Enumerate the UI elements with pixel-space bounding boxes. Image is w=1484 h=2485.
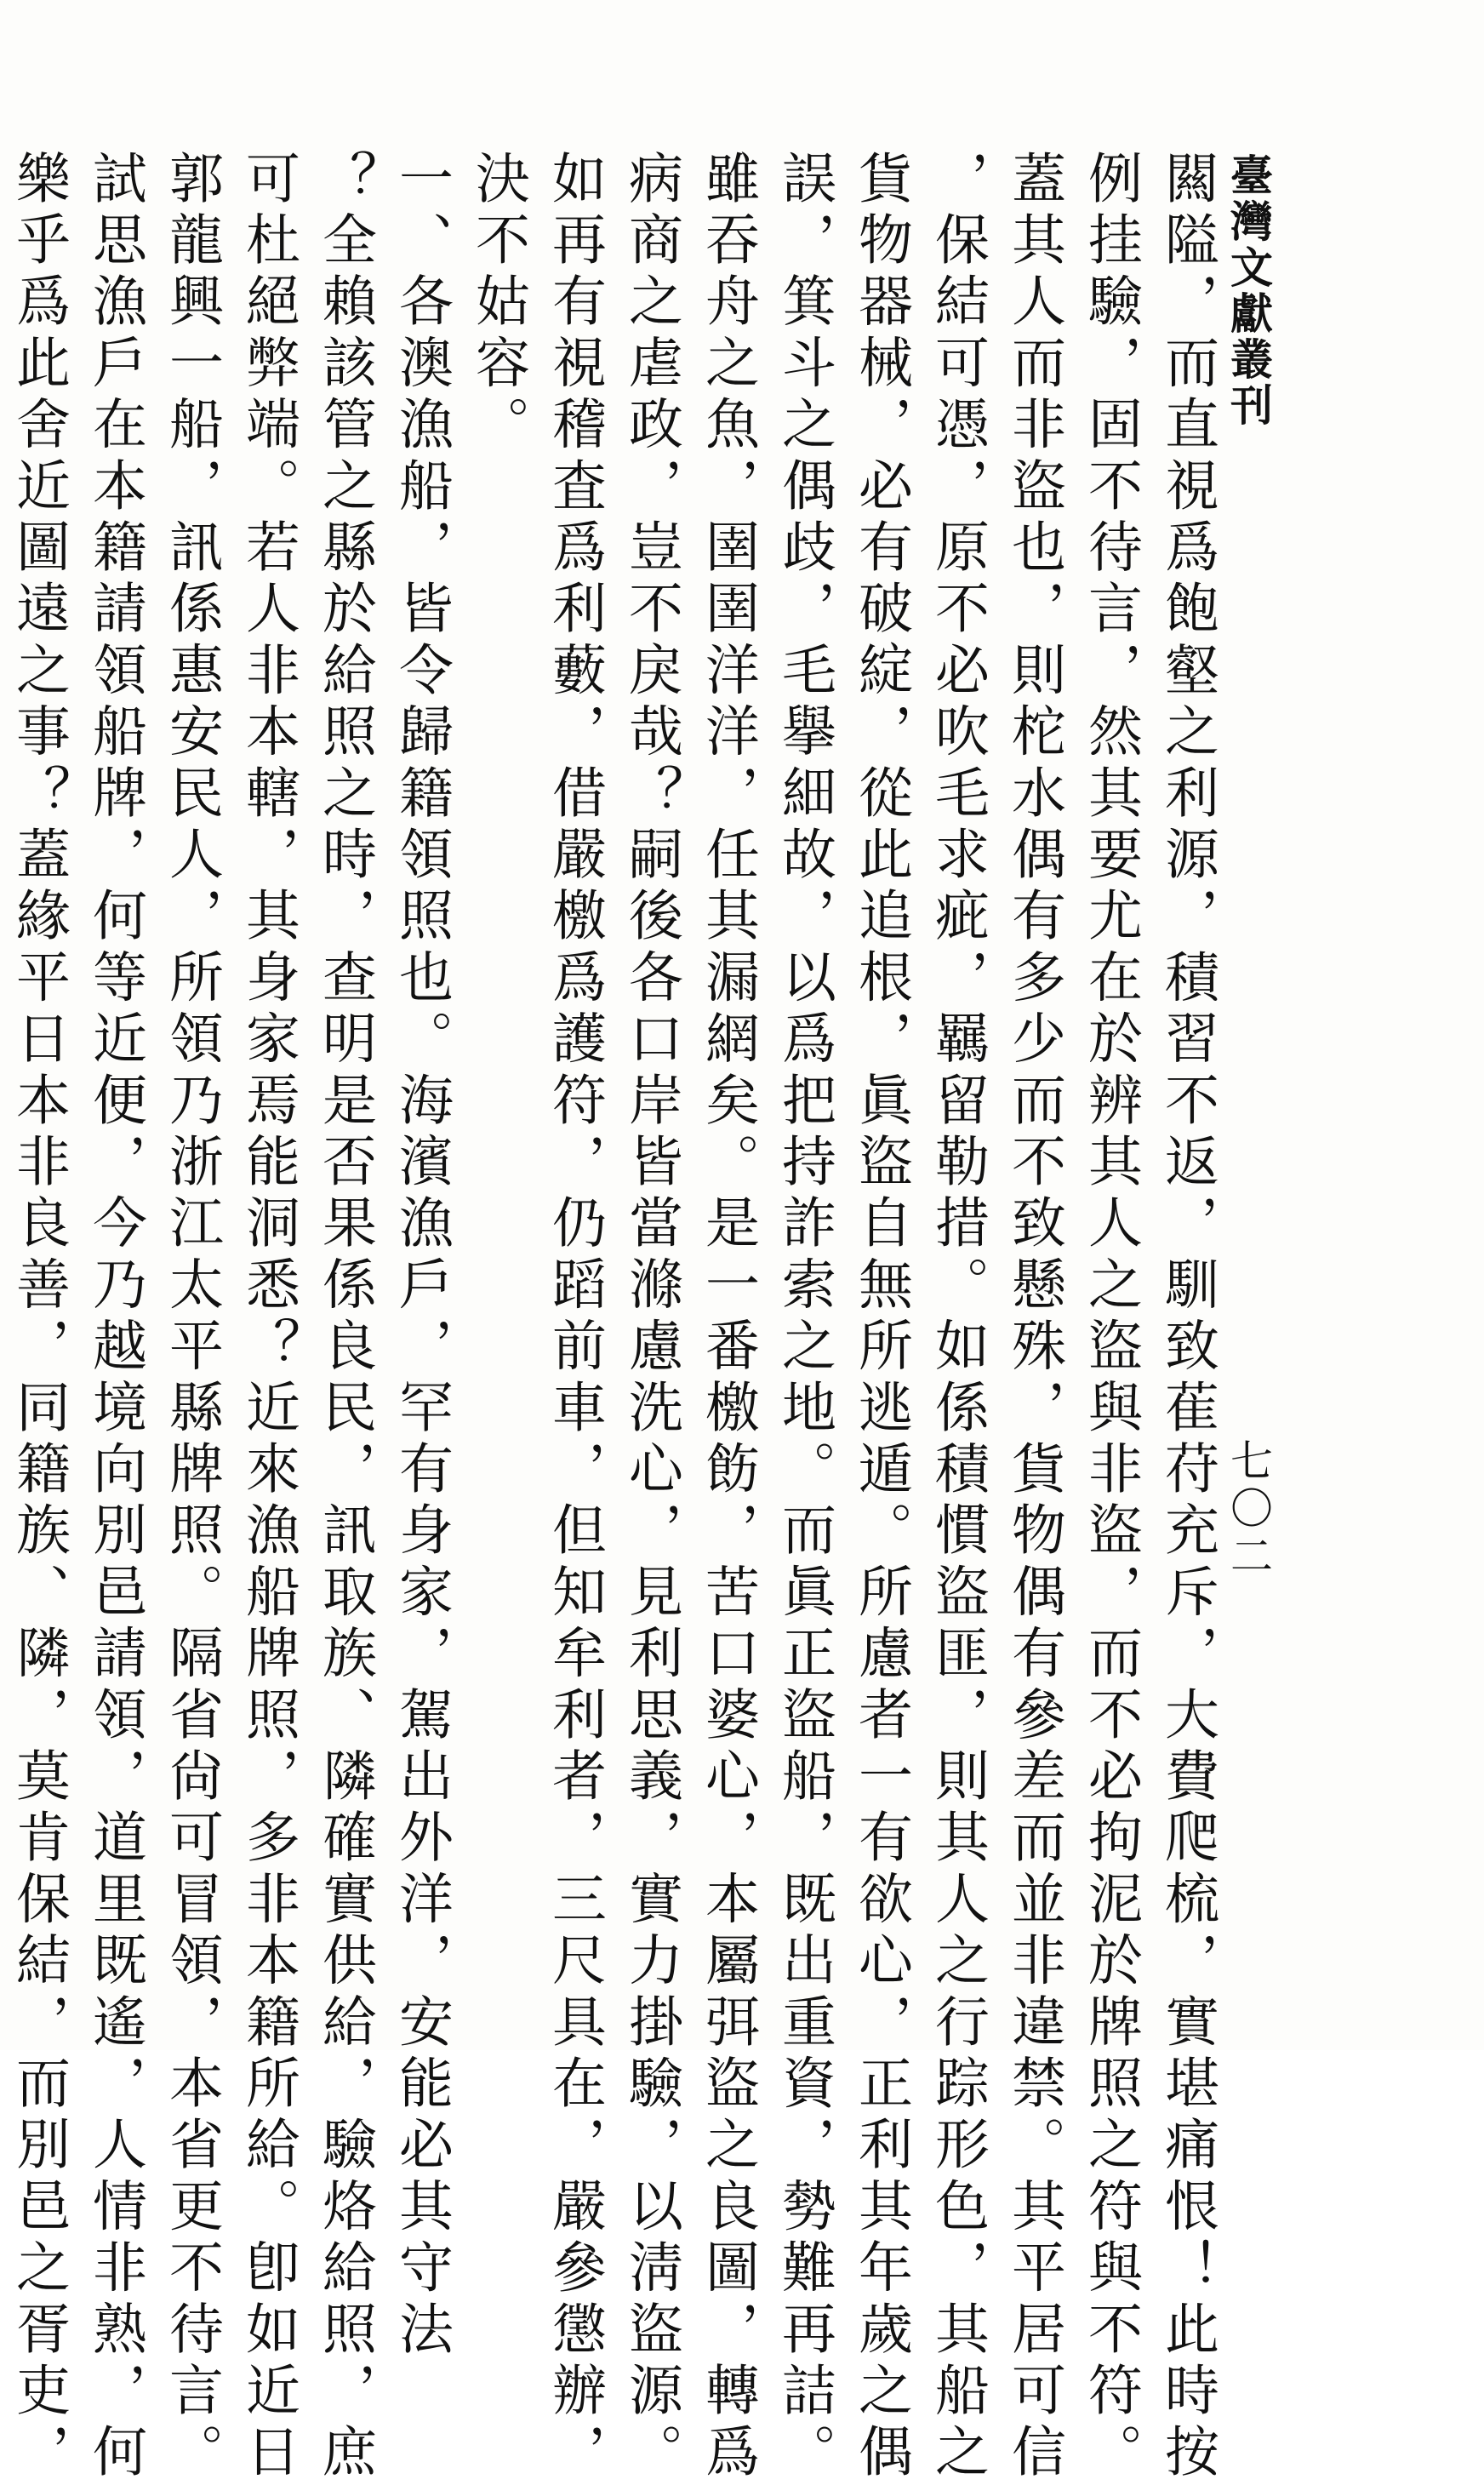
- text-column: 可杜絕弊端。若人非本轄，其身家焉能洞悉？近來漁船牌照，多非本籍所給。卽如近日: [237, 150, 300, 2485]
- text-column: 試思漁戶在本籍請領船牌，何等近便，今乃越境向別邑請領，道里既遙，人情非熟，何: [83, 150, 146, 2485]
- text-column: ，保結可憑，原不必吹毛求疵，羈留勒措。如係積慣盜匪，則其人之行踪形色，其船之: [926, 150, 989, 2485]
- text-column: 郭龍興一船，訊係惠安民人，所領乃浙江太平縣牌照。隔省尙可冒領，本省更不待言。: [160, 150, 223, 2485]
- text-column: 一、各澳漁船，皆令歸籍領照也。海濱漁戶，罕有身家，駕出外洋，安能必其守法: [390, 150, 453, 2362]
- text-column: 決不姑容。: [466, 150, 529, 457]
- text-column: 病商之虐政，豈不戾哉？嗣後各口岸皆當滌慮洗心，見利思義，實力掛驗，以淸盜源。: [619, 150, 682, 2485]
- text-column: 如再有視稽査爲利藪，借嚴檄爲護符，仍蹈前車，但知牟利者，三尺具在，嚴參懲辦，: [543, 150, 606, 2485]
- text-column: 蓋其人而非盜也，則柁水偶有多少而不致懸殊，貨物偶有參差而並非違禁。其平居可信: [1002, 150, 1065, 2485]
- text-column: 雖吞舟之魚，圉圉洋洋，任其漏網矣。是一番檄飭，苦口婆心，本屬弭盜之良圖，轉爲: [696, 150, 759, 2485]
- page-number: 七〇二: [1224, 1438, 1273, 1581]
- text-column: 貨物器械，必有破綻，從此追根，眞盜自無所逃遁。所慮者一有欲心，正利其年歲之偶: [849, 150, 912, 2485]
- text-column: 例挂驗，固不待言，然其要尤在於辨其人之盜與非盜，而不必拘泥於牌照之符與不符。: [1079, 150, 1142, 2485]
- body-text: [7, 150, 1225, 2485]
- text-column: ？全賴該管之縣於給照之時，查明是否果係良民，訊取族、隣確實供給，驗烙給照，庶: [313, 150, 376, 2485]
- text-column: 誤，箕斗之偶歧，毛擧細故，以爲把持詐索之地。而眞正盜船，既出重資，勢難再詰。: [773, 150, 836, 2485]
- text-column: 闗隘，而直視爲飽壑之利源，積習不返，馴致萑苻充斥，大費爬梳，實堪痛恨！此時按: [1156, 150, 1219, 2485]
- text-column: 樂乎爲此舍近圖遠之事？蓋緣平日本非良善，同籍族、隣，莫肯保結，而別邑之胥吏，: [7, 150, 70, 2485]
- running-title: 臺灣文獻叢刊: [1224, 153, 1274, 429]
